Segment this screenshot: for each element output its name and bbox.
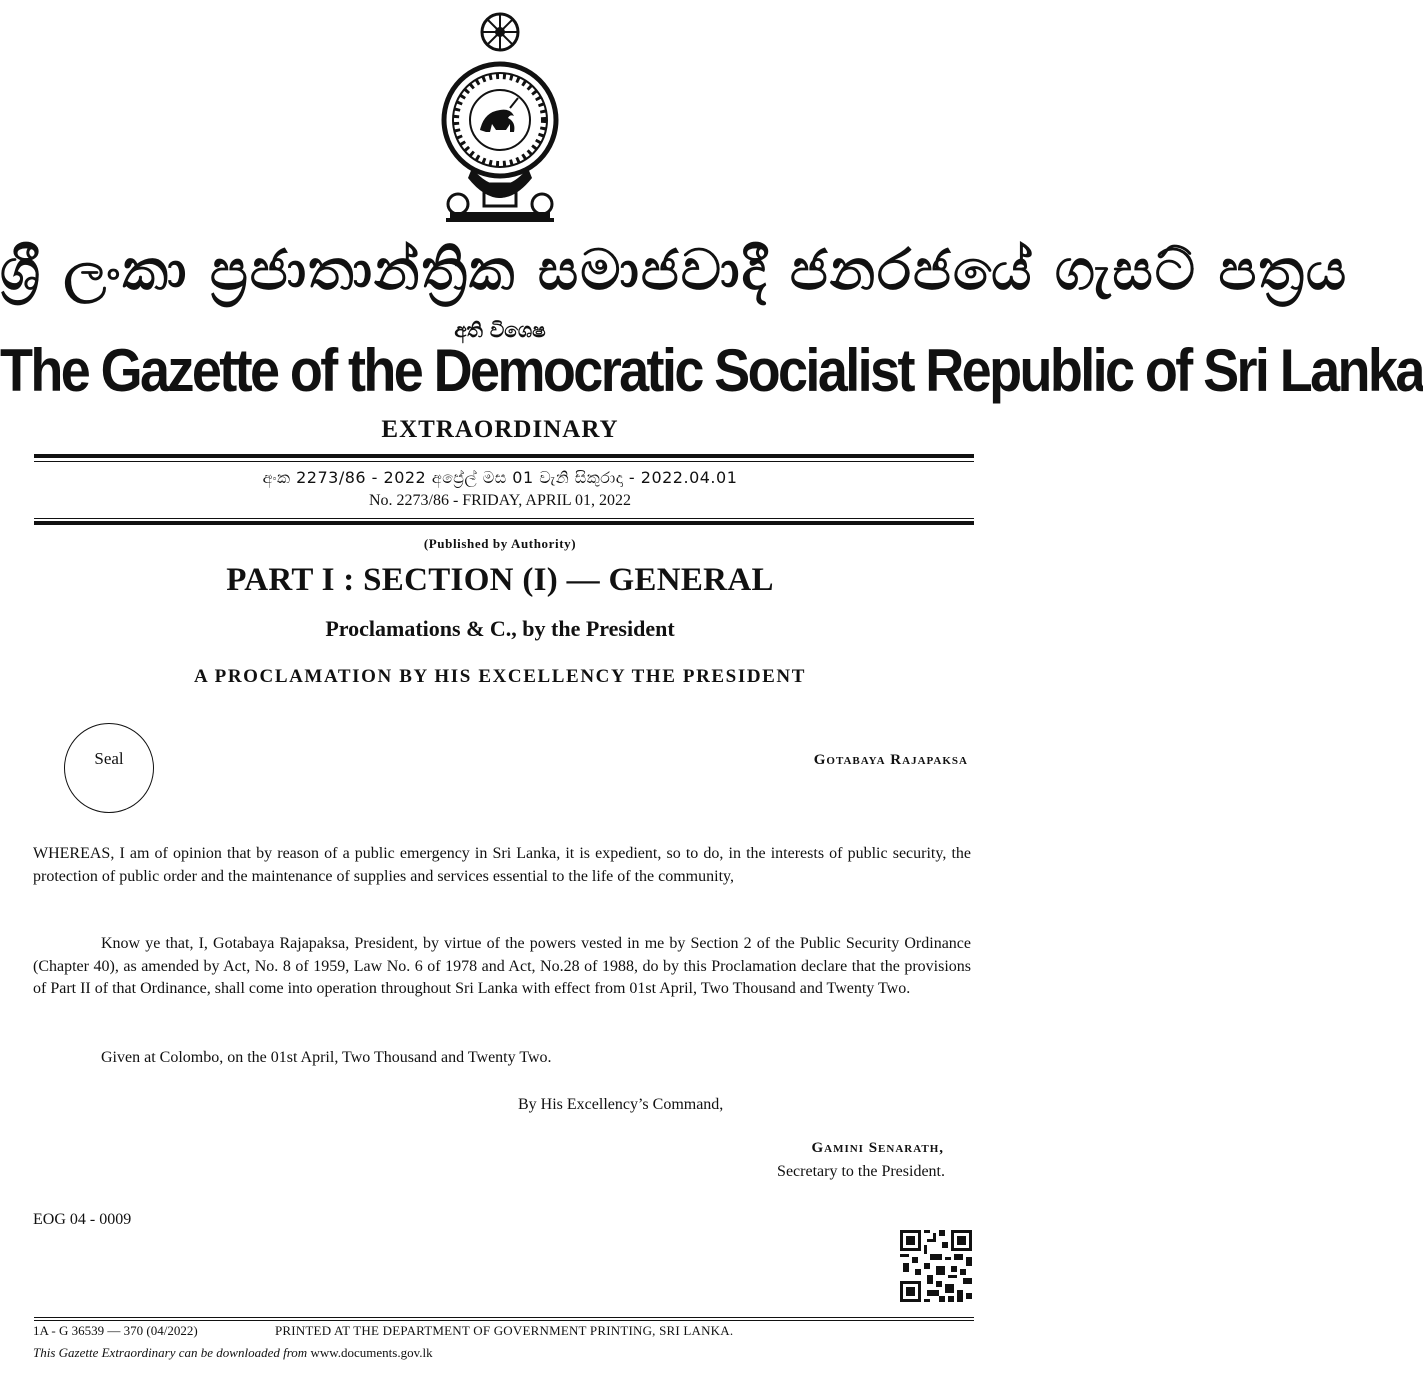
footer-rule-bottom bbox=[34, 1320, 974, 1321]
issue-line-english: No. 2273/86 - FRIDAY, APRIL 01, 2022 bbox=[368, 492, 632, 509]
footer-print-code: 1A - G 36539 — 370 (04/2022) bbox=[33, 1323, 198, 1338]
president-name: Gotabaya Rajapaksa bbox=[813, 752, 968, 768]
seal-circle bbox=[64, 723, 154, 813]
footer-printed-by: PRINTED AT THE DEPARTMENT OF GOVERNMENT PRINTING, SRI LANKA. bbox=[275, 1323, 734, 1338]
seal-label: Seal bbox=[94, 749, 124, 768]
proclamations-subheading: Proclamations & C., by the President bbox=[325, 616, 675, 641]
header-rule-thin bbox=[34, 461, 974, 462]
know-ye-paragraph: Know ye that, I, Gotabaya Rajapaksa, President, by virtue of the powers vested in me by Section 2 of the Public Security Ordinance (Chapter 40), as amended by Act, No. 8 of 1959, Law No. 6 of 1978 and Act, No.28 of 1988, do by this Proclamation declare that the provisions of Part II of that Ordinance, shall come into operation throughout Sri Lanka with effect from 01st April, Two Thousand and Twenty Two. bbox=[33, 935, 971, 997]
given-at-paragraph: Given at Colombo, on the 01st April, Two Thousand and Twenty Two. bbox=[101, 1049, 552, 1066]
extraordinary-label: EXTRAORDINARY bbox=[381, 416, 619, 443]
proclamation-title: A PROCLAMATION BY HIS EXCELLENCY THE PRESIDENT bbox=[193, 666, 807, 687]
extraordinary-sinhala: අති විශෙෂ bbox=[454, 318, 546, 342]
gazette-title-english: The Gazette of the Democratic Socialist Republic of Sri Lanka bbox=[0, 337, 1423, 405]
qr-code-icon bbox=[900, 1230, 972, 1302]
secretary-title: Secretary to the President. bbox=[777, 1163, 945, 1180]
footer-download-line bbox=[33, 1345, 433, 1361]
whereas-paragraph: WHEREAS, I am of opinion that by reason of a public emergency in Sri Lanka, it is expedient, so to do, in the interests of public security, the protection of public order and the maintenance of supplies and services essential to the life of the community, bbox=[33, 845, 971, 885]
footer-download-link[interactable]: www.documents.gov.lk bbox=[310, 1345, 433, 1360]
gazette-title-sinhala: ශ්‍රී ලංකා ප්‍රජාතාන්ත්‍රික සමාජවාදී ජනරජයේ ගැසට් පත්‍රය bbox=[0, 238, 1349, 303]
footer-download-text: This Gazette Extraordinary can be downloaded from bbox=[33, 1345, 308, 1360]
part-heading: PART I : SECTION (I) — GENERAL bbox=[226, 562, 774, 598]
issue-rule-thick bbox=[34, 521, 974, 525]
sri-lanka-emblem-icon bbox=[438, 8, 562, 230]
issue-rule-thin bbox=[34, 518, 974, 519]
published-by-authority: (Published by Authority) bbox=[423, 536, 577, 551]
by-command-line: By His Excellency’s Command, bbox=[518, 1096, 724, 1113]
reference-number: EOG 04 - 0009 bbox=[33, 1211, 132, 1228]
footer-rule-top bbox=[34, 1317, 974, 1318]
secretary-name: Gamini Senarath, bbox=[811, 1140, 944, 1156]
header-rule-thick bbox=[34, 454, 974, 458]
issue-line-sinhala: අංක 2273/86 - 2022 අප්‍රේල් මස 01 වැනි සිකුරාදා - 2022.04.01 bbox=[262, 468, 738, 487]
